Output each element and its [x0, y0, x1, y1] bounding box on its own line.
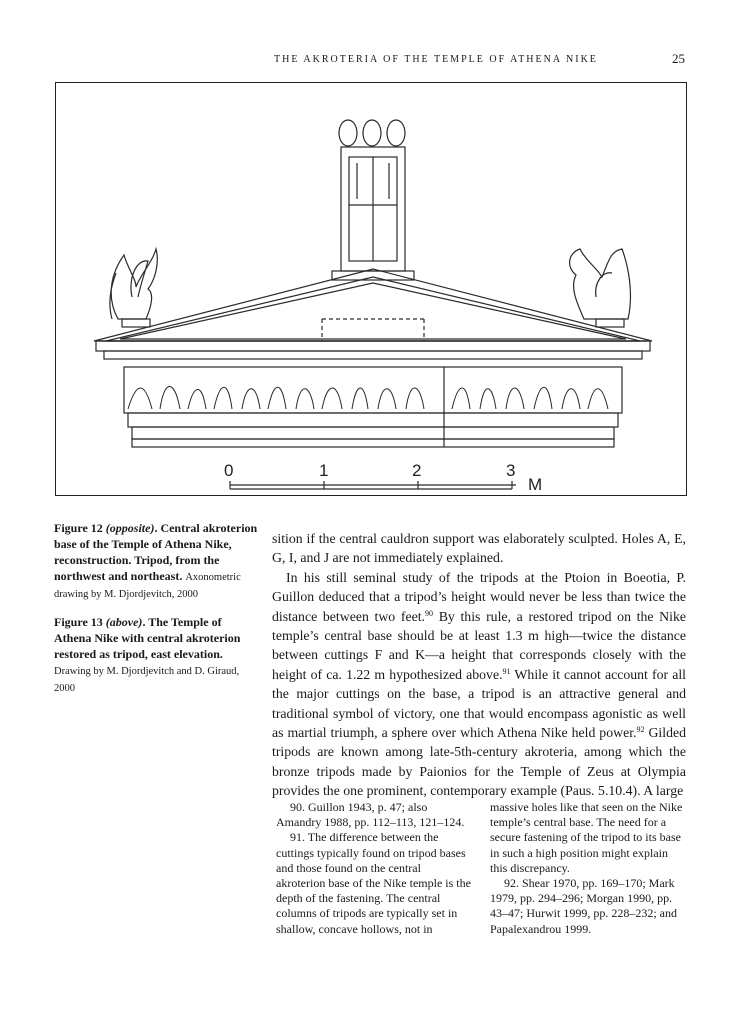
- scale-label-1: 1: [319, 461, 329, 480]
- footnote-92: 92. Shear 1970, pp. 169–170; Mark 1979, pp. 294–296; Morgan 1990, pp. 43–47; Hurwit 1999, pp. 228–232; and Papalexandrou 1999.: [490, 876, 677, 936]
- frieze: [124, 367, 622, 413]
- scale-label-2: 2: [412, 461, 422, 480]
- right-nike-akroterion: [570, 249, 631, 327]
- scale-label-0: 0: [224, 461, 234, 480]
- scale-label-unit: M: [528, 475, 543, 494]
- caption-figure-13: Figure 13 (above). The Temple of Athena Nike with central akroterion restored as tripod, east elevation. Drawing by M. Djordjevitch and D. Giraud, 2000: [54, 615, 241, 694]
- scale-label-3: 3: [506, 461, 516, 480]
- footnote-ref-90: 90: [425, 608, 434, 618]
- temple-elevation-drawing: [56, 83, 688, 497]
- caption-figure-12: Figure 12 (opposite). Central akroterion base of the Temple of Athena Nike, reconstruction. Tripod, from the northwest and northeast. Axonometric drawing by M. Djordjevitch, 2000: [54, 521, 258, 600]
- figure-captions: [54, 520, 259, 708]
- left-nike-akroterion: [110, 249, 157, 327]
- footnote-ref-92: 92: [636, 725, 645, 735]
- body-paragraph-2: In his still seminal study of the tripods at the Ptoion in Boeotia, P. Guillon deduced that a tripod’s height would never be less than twice the distance between two feet.$^{90}$ By this rule, a restored tripod on the Nike temple’s central base should be at least 1.3 m high—twice the distance between cuttings F and K—a height that corresponds closely with the height of ca. 1.22 m hypothesized above.$^{91}$ While it cannot account for all the major cuttings on the base, a tripod is an attractive general and traditional symbol of victory, one that would encompass agonistic as well as martial triumph, a sphere over which Athena Nike held power.$^{92}$ Gilded tripods are known among late-5th-century akroteria, among which the bronze tripods made by Paionios for the Temple of Zeus at Olympia provides the one prominent, contemporary example (Paus. 5.10.4). A large: [272, 569, 686, 799]
- page-number: 25: [672, 51, 685, 66]
- pediment: [94, 269, 652, 359]
- footnotes-column-right: [490, 800, 685, 937]
- footnote-90: 90. Guillon 1943, p. 47; also Amandry 1988, pp. 112–113, 121–124.: [276, 800, 465, 830]
- footnote-91: 91. The difference between the cuttings typically found on tripod bases and those found on the central akroterion base of the Nike temple is the depth of the fastening. The central columns of tripods are typically set in shallow, concave hollows, not in: [276, 830, 471, 936]
- footnotes-column-left: [276, 800, 471, 937]
- central-tripod-akroterion: [332, 120, 414, 280]
- body-paragraph-1: sition if the central cauldron support was elaborately sculpted. Holes A, E, G, I, and J are not immediately explained.: [272, 531, 686, 566]
- footnote-ref-91: 91: [502, 666, 511, 676]
- footnote-91-continued: massive holes like that seen on the Nike temple’s central base. The need for a secure fastening of the tripod to its base in such a high position might explain this discrepancy.: [490, 800, 683, 875]
- body-text: [272, 529, 686, 801]
- scale-bar: [230, 481, 516, 489]
- running-head: THE AKROTERIA OF THE TEMPLE OF ATHENA NIKE: [274, 54, 598, 65]
- figure-temple-elevation: [55, 82, 687, 496]
